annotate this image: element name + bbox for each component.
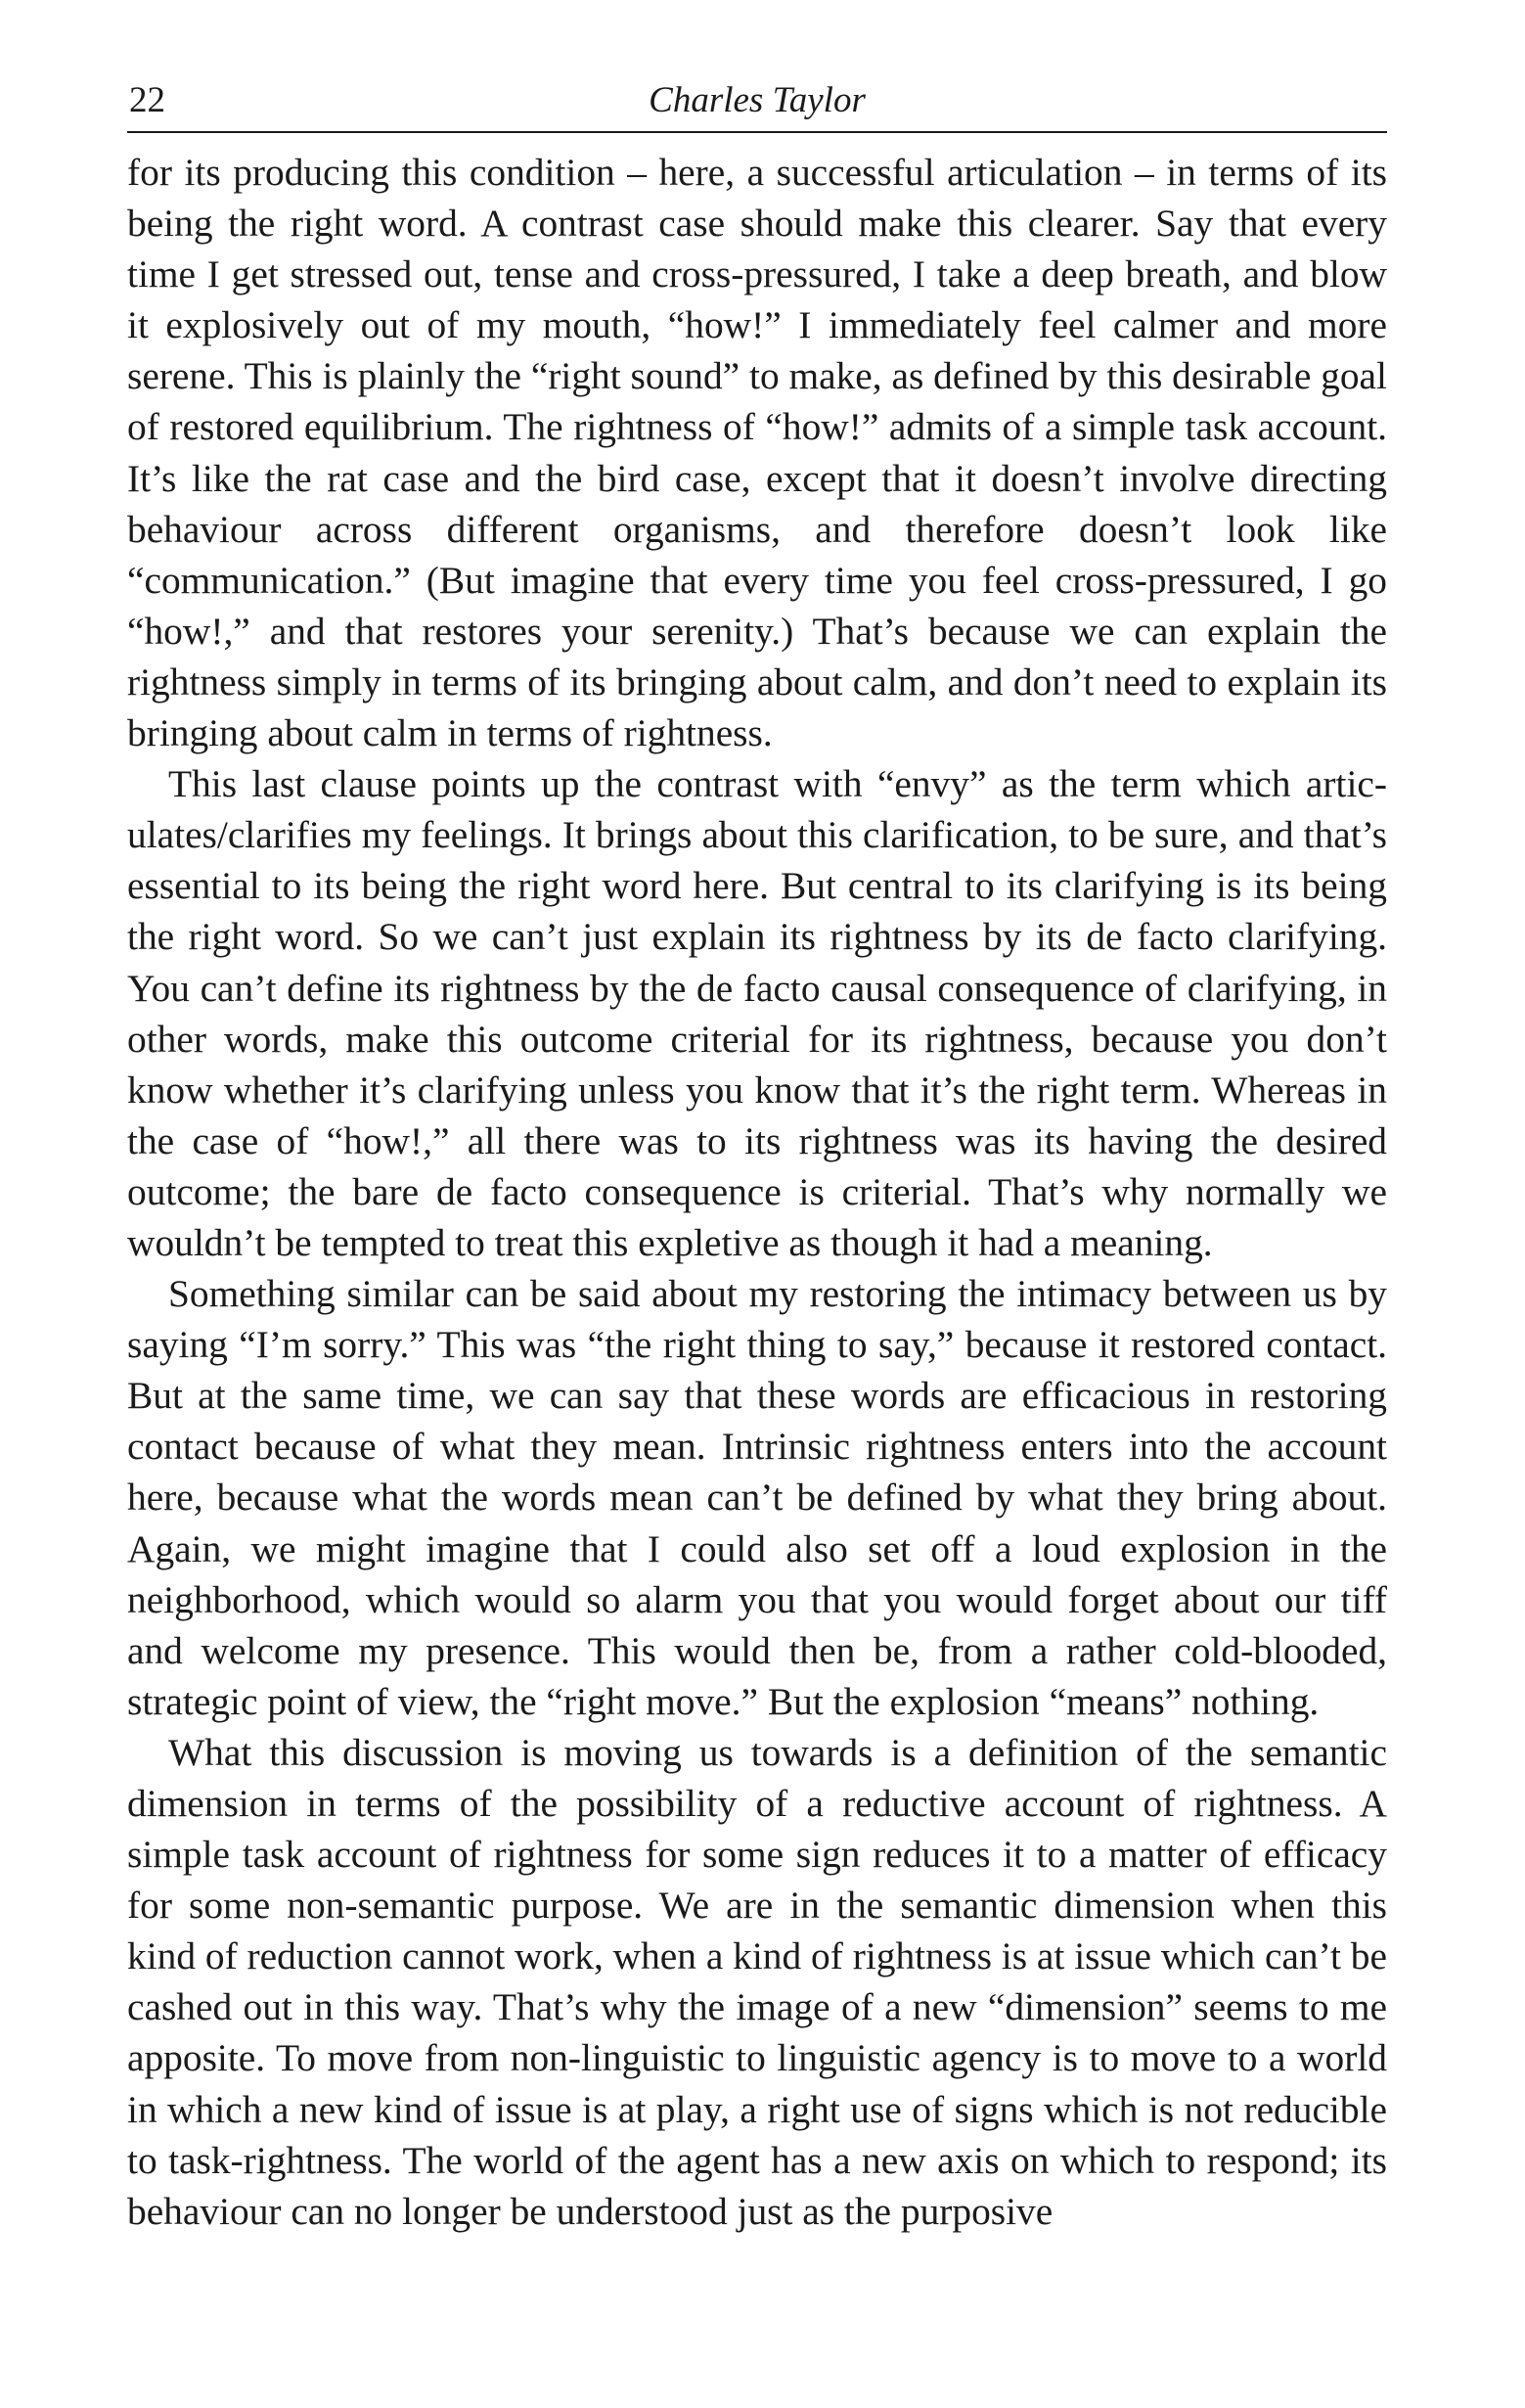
running-head xyxy=(127,76,1387,133)
running-title: Charles Taylor xyxy=(649,80,866,120)
body-text xyxy=(127,147,1387,2237)
paragraph-4: What this discussion is moving us towards is a definition of the semantic dimension in terms of the possibility of a reductive account of rightness. A simple task account of rightness for some sign reduces it to a matter of efficacy for some non-semantic purpose. We are in the semantic dimension when this kind of reduction cannot work, when a kind of rightness is at issue which can’t be cashed out in this way. That’s why the image of a new “dimension” seems to me apposite. To move from non-linguistic to linguistic agency is to move to a world in which a new kind of issue is at play, a right use of signs which is not reducible to task-rightness. The world of the agent has a new axis on which to respond; its behaviour can no longer be understood just as the purposive xyxy=(127,1730,1387,2233)
book-page xyxy=(127,76,1387,2237)
paragraph-2: This last clause points up the contrast with “envy” as the term which articulates/clarifies my feelings. It brings about this clarification, to be sure, and that’s essential to its being the right word here. But central to its clarifying is its being the right word. So we can’t just explain its rightness by its de facto clarifying. You can’t define its rightness by the de facto causal consequence of clarifying, in other words, make this outcome criterial for its rightness, because you don’t know whether it’s clarifying unless you know that it’s the right term. Whereas in the case of “how!,” all there was to its rightness was its having the desired outcome; the bare de facto consequence is criterial. That’s why normally we wouldn’t be tempted to treat this expletive as though it had a meaning. xyxy=(127,762,1387,1264)
paragraph-3: Something similar can be said about my restoring the intimacy between us by saying “I’m sorry.” This was “the right thing to say,” because it restored contact. But at the same time, we can say that these words are efficacious in restoring contact because of what they mean. Intrinsic rightness enters into the account here, because what the words mean can’t be defined by what they bring about. Again, we might imagine that I could also set off a loud explosion in the neighborhood, which would so alarm you that you would forget about our tiff and welcome my presence. This would then be, from a rather cold-blooded, strategic point of view, the “right move.” But the explosion “means” nothing. xyxy=(127,1272,1387,1723)
paragraph-1: for its producing this condition – here, a successful articulation – in terms of its being the right word. A contrast case should make this clearer. Say that every time I get stressed out, tense and cross-pressured, I take a deep breath, and blow it explosively out of my mouth, “how!” I immediately feel calmer and more serene. This is plainly the “right sound” to make, as defined by this desirable goal of restored equilibrium. The rightness of “how!” admits of a simple task account. It’s like the rat case and the bird case, except that it doesn’t involve directing behaviour across different organisms, and therefore doesn’t look like “communication.” (But imagine that every time you feel cross-pressured, I go “how!,” and that restores your serenity.) That’s because we can explain the rightness simply in terms of its bringing about calm, and don’t need to explain its bringing about calm in terms of rightness. xyxy=(127,151,1387,755)
page-number: 22 xyxy=(129,80,165,120)
